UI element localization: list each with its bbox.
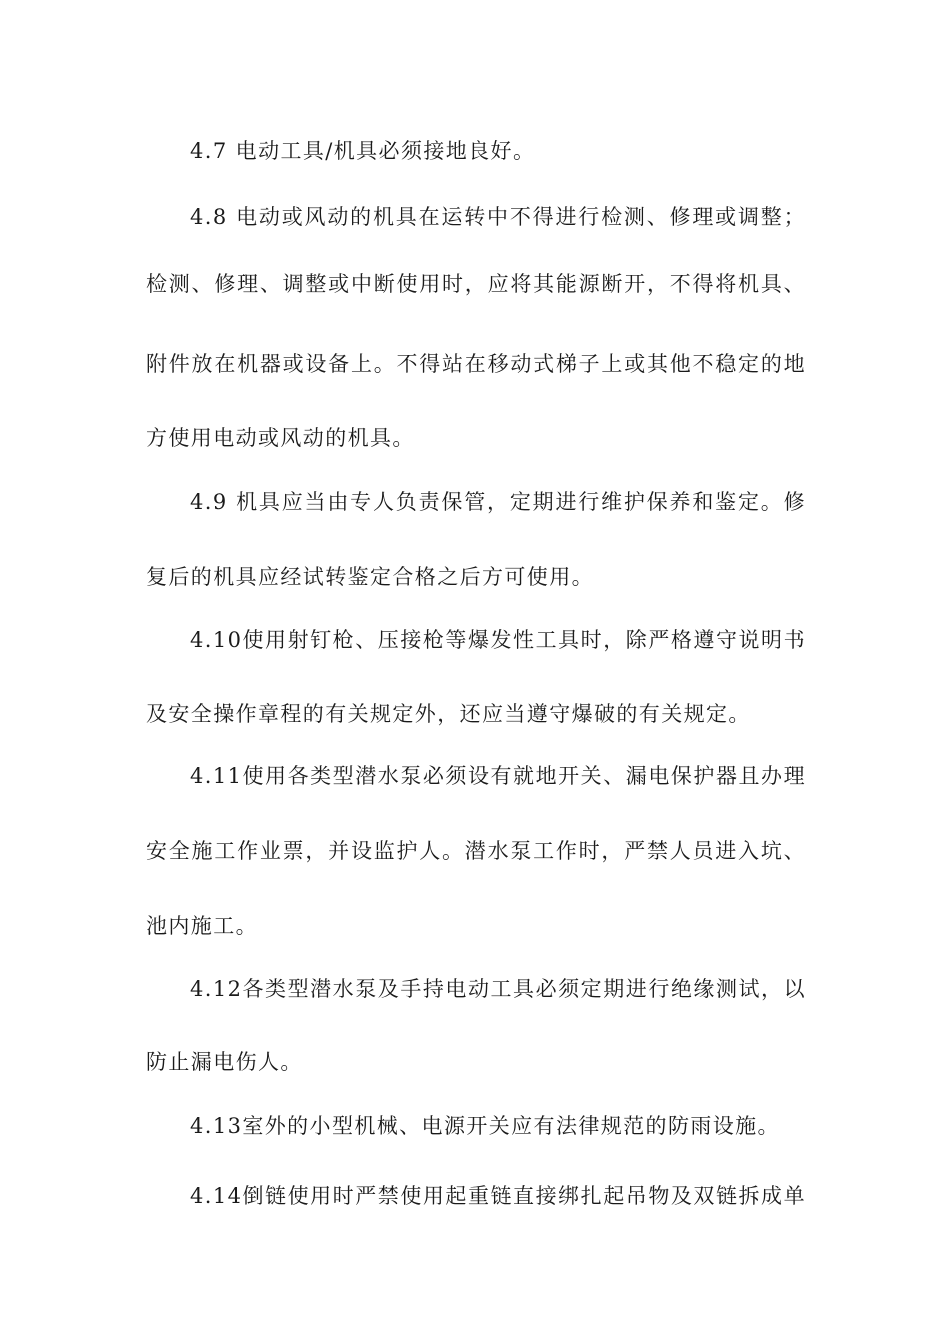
- paragraph-4-7-line-1: 4.7 电动工具/机具必须接地良好。: [190, 139, 536, 163]
- paragraph-4-8-line-4: 方使用电动或风动的机具。: [146, 426, 415, 450]
- paragraph-4-12-line-2: 防止漏电伤人。: [146, 1050, 303, 1074]
- paragraph-4-10-line-2: 及安全操作章程的有关规定外，还应当遵守爆破的有关规定。: [146, 702, 751, 726]
- paragraph-4-9-line-2: 复后的机具应经试转鉴定合格之后方可使用。: [146, 565, 594, 589]
- paragraph-4-9-line-1: 4.9 机具应当由专人负责保管，定期进行维护保养和鉴定。修: [190, 490, 806, 514]
- paragraph-4-8-line-3: 附件放在机器或设备上。不得站在移动式梯子上或其他不稳定的地: [146, 352, 806, 376]
- paragraph-4-14-line-1: 4.14倒链使用时严禁使用起重链直接绑扎起吊物及双链拆成单: [190, 1184, 806, 1208]
- paragraph-4-11-line-3: 池内施工。: [146, 914, 258, 938]
- paragraph-4-12-line-1: 4.12各类型潜水泵及手持电动工具必须定期进行绝缘测试，以: [190, 977, 806, 1001]
- paragraph-4-13-line-1: 4.13室外的小型机械、电源开关应有法律规范的防雨设施。: [190, 1114, 780, 1138]
- paragraph-4-11-line-1: 4.11使用各类型潜水泵必须设有就地开关、漏电保护器且办理: [190, 764, 806, 788]
- paragraph-4-10-line-1: 4.10使用射钉枪、压接枪等爆发性工具时，除严格遵守说明书: [190, 628, 806, 652]
- paragraph-4-8-line-1: 4.8 电动或风动的机具在运转中不得进行检测、修理或调整；: [190, 205, 806, 229]
- paragraph-4-8-line-2: 检测、修理、调整或中断使用时，应将其能源断开，不得将机具、: [146, 272, 806, 296]
- paragraph-4-11-line-2: 安全施工作业票，并设监护人。潜水泵工作时，严禁人员进入坑、: [146, 839, 806, 863]
